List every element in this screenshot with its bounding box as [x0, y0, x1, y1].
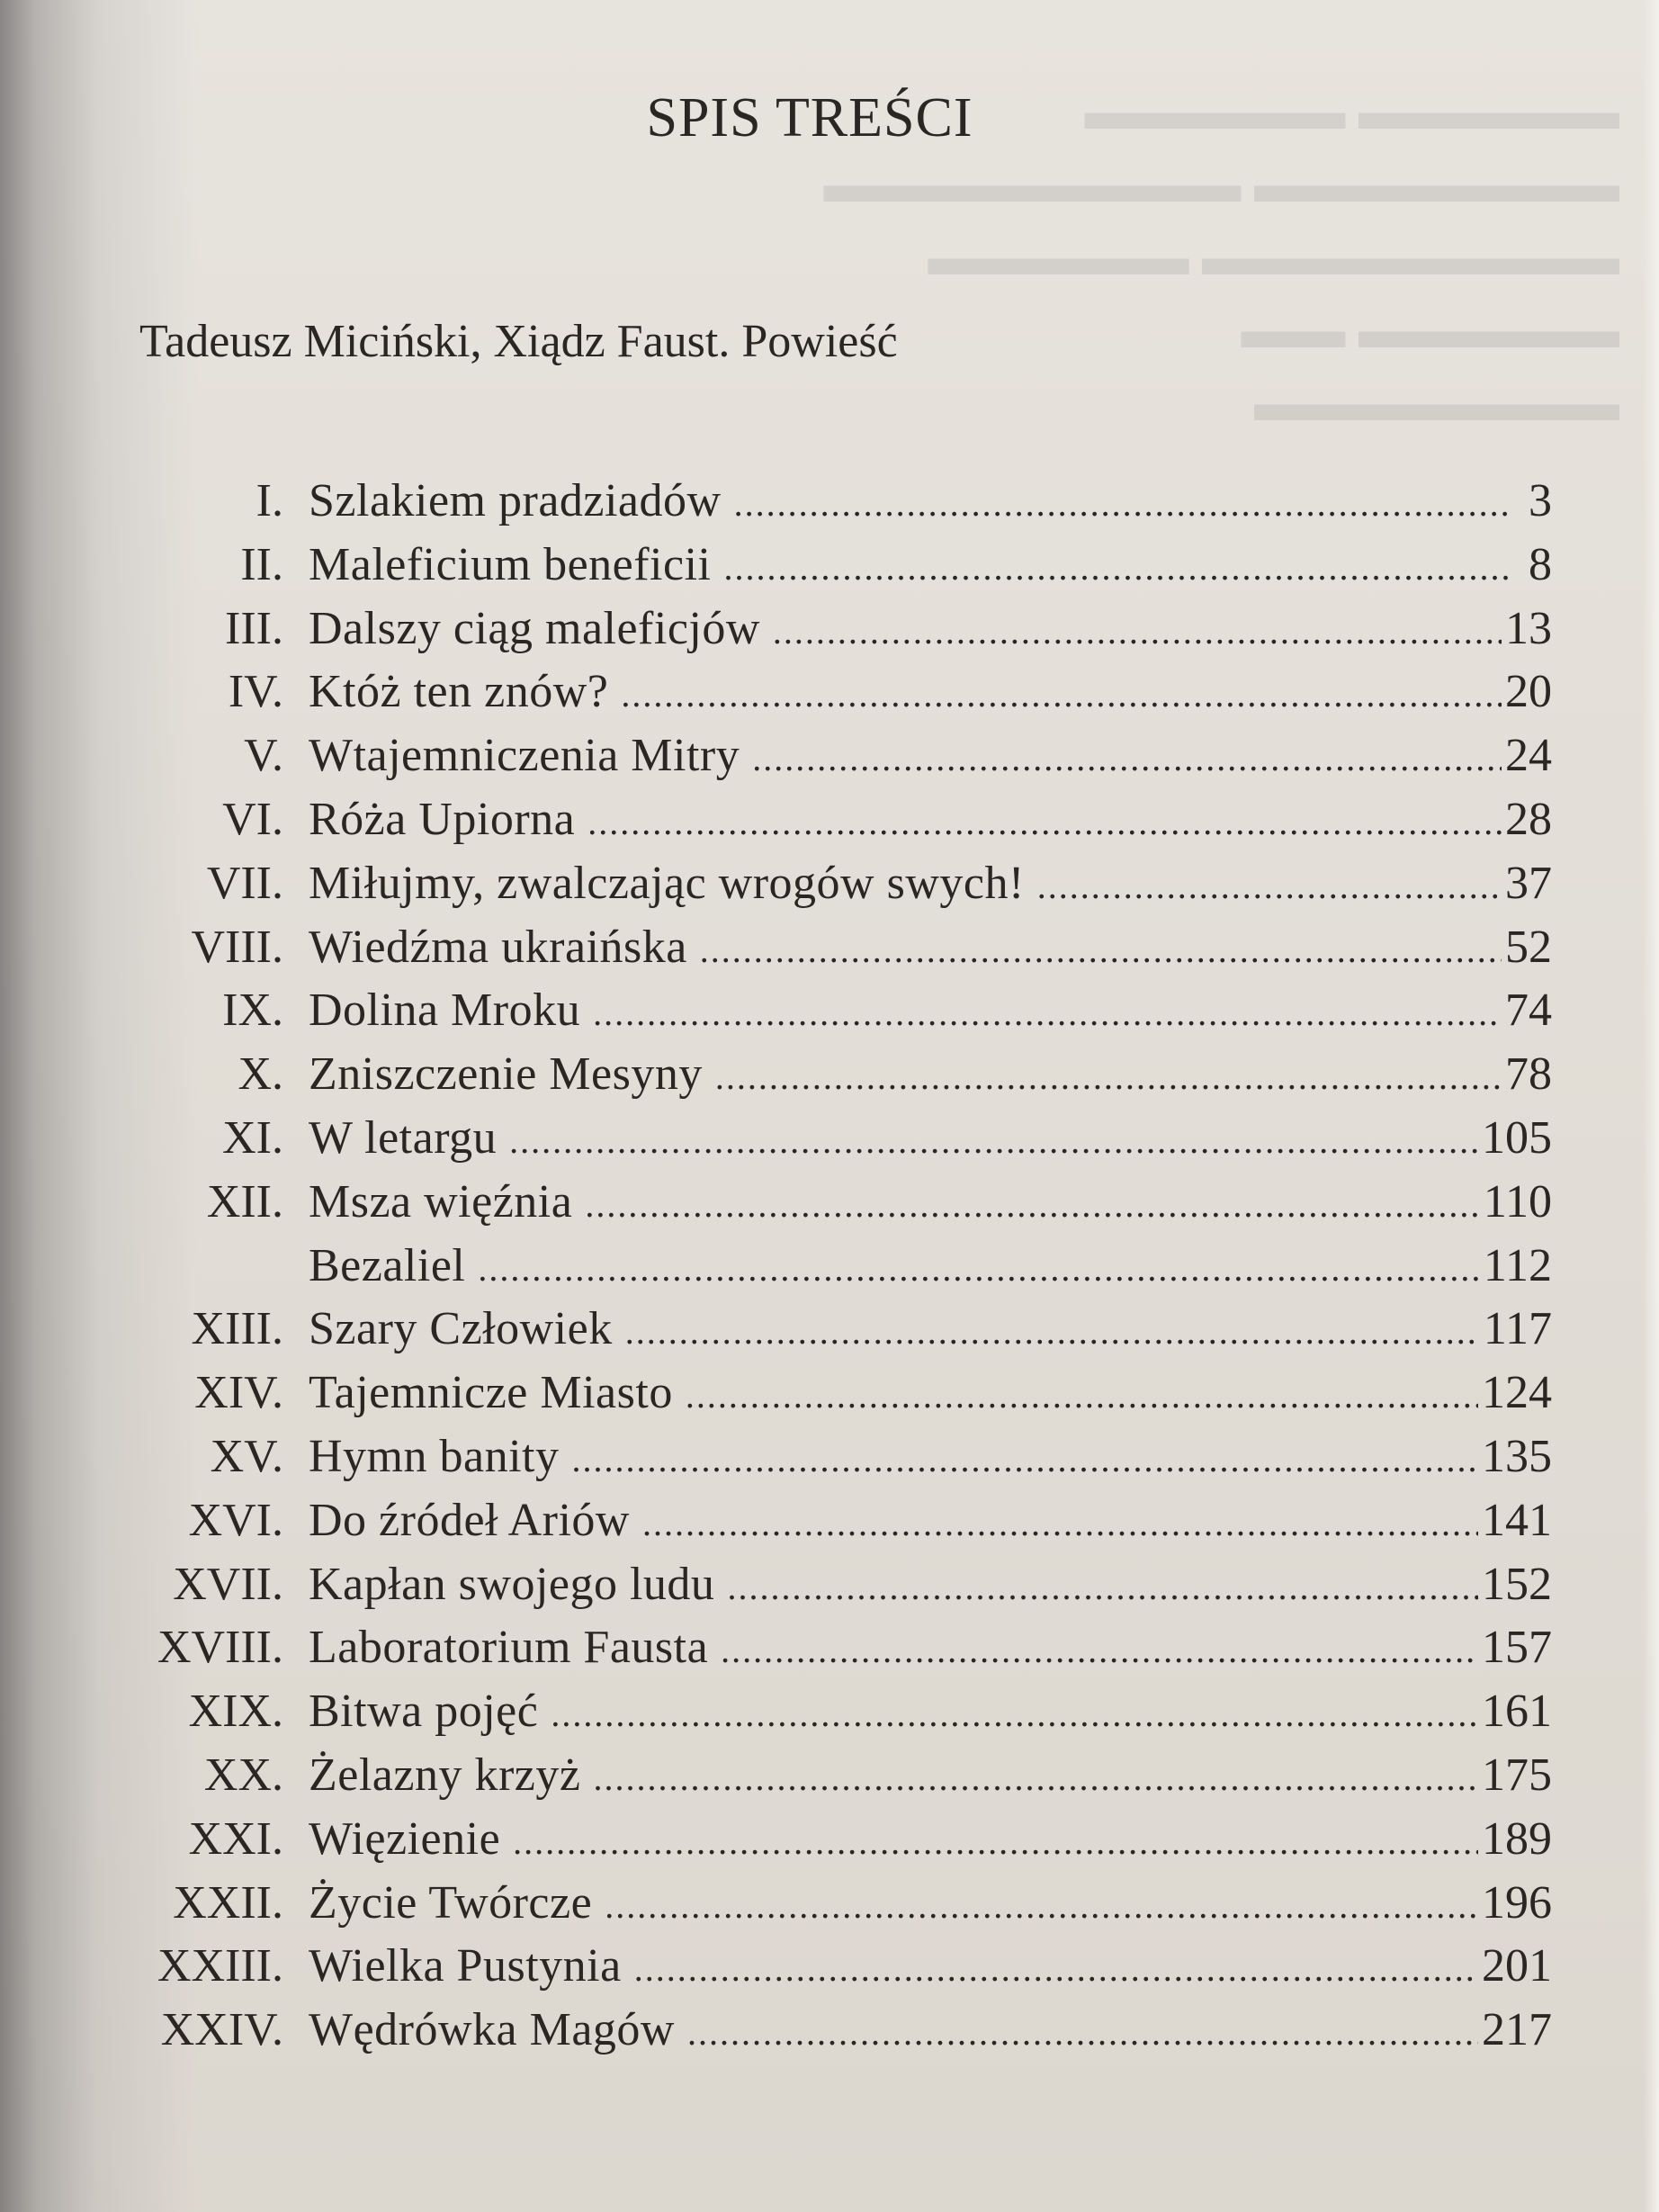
- dot-leader: [727, 1556, 1478, 1619]
- page-number: 157: [1482, 1622, 1552, 1674]
- toc-row: [135, 1744, 1552, 1808]
- toc-row: [135, 1235, 1552, 1299]
- page-number: 110: [1483, 1175, 1552, 1227]
- page-number: 189: [1482, 1812, 1552, 1865]
- dot-leader: [723, 536, 1512, 599]
- page-number: 52: [1505, 921, 1552, 973]
- toc-row: [135, 788, 1552, 852]
- toc-row: [135, 1043, 1552, 1107]
- page-edge-shadow: [1643, 0, 1659, 2212]
- chapter-title: Życie Twórcze: [309, 1876, 593, 1929]
- toc-row: [135, 979, 1552, 1043]
- page-number: 24: [1505, 730, 1552, 782]
- page-number: 117: [1483, 1303, 1552, 1355]
- toc-row: [135, 661, 1552, 724]
- dot-leader: [509, 1110, 1478, 1173]
- dot-leader: [1037, 855, 1502, 918]
- chapter-number: V.: [244, 730, 283, 782]
- chapter-number: II.: [240, 538, 283, 590]
- chapter-title: Róża Upiorna: [309, 793, 576, 845]
- dot-leader: [715, 1046, 1502, 1109]
- dot-leader: [593, 982, 1502, 1045]
- chapter-title: Któż ten znów?: [309, 666, 609, 718]
- chapter-title: Szary Człowiek: [309, 1303, 613, 1355]
- toc-row: [135, 1999, 1552, 2063]
- chapter-title: Wiedźma ukraińska: [309, 921, 687, 973]
- page-number: 175: [1482, 1749, 1552, 1801]
- chapter-number: XIX.: [188, 1686, 283, 1738]
- chapter-title: Kapłan swojego ludu: [309, 1558, 715, 1610]
- page-number: 141: [1482, 1494, 1552, 1546]
- chapter-title: Msza więźnia: [309, 1175, 573, 1227]
- chapter-number: X.: [238, 1048, 283, 1101]
- chapter-number: XXIII.: [157, 1940, 283, 1992]
- toc-row: [135, 534, 1552, 598]
- chapter-number: XXI.: [188, 1812, 283, 1865]
- toc-row: [135, 470, 1552, 534]
- page-number: 37: [1505, 857, 1552, 909]
- chapter-number: XIII.: [191, 1303, 283, 1355]
- dot-leader: [734, 472, 1512, 535]
- dot-leader: [605, 1875, 1478, 1938]
- chapter-number: IX.: [222, 985, 283, 1037]
- dot-leader: [478, 1237, 1480, 1300]
- toc-row: [135, 1680, 1552, 1744]
- dot-leader: [642, 1492, 1478, 1555]
- chapter-number: XVIII.: [157, 1622, 283, 1674]
- toc-row: [135, 1935, 1552, 1999]
- chapter-title: Hymn banity: [309, 1430, 560, 1482]
- page-number: 13: [1505, 602, 1552, 654]
- chapter-title: Zniszczenie Mesyny: [309, 1048, 703, 1101]
- page-number: 78: [1505, 1048, 1552, 1101]
- chapter-title: Dalszy ciąg maleficjów: [309, 602, 760, 654]
- dot-leader: [551, 1683, 1478, 1746]
- page-number: 74: [1505, 985, 1552, 1037]
- chapter-title: Miłujmy, zwalczając wrogów swych!: [309, 857, 1025, 909]
- page-number: 124: [1482, 1367, 1552, 1419]
- dot-leader: [585, 1173, 1480, 1236]
- chapter-title: Wielka Pustynia: [309, 1940, 622, 1992]
- chapter-number: XXII.: [173, 1876, 283, 1929]
- dot-leader: [773, 600, 1502, 663]
- chapter-number: VIII.: [191, 921, 283, 973]
- chapter-title: Żelazny krzyż: [309, 1749, 581, 1801]
- page-number: 28: [1505, 793, 1552, 845]
- dot-leader: [621, 663, 1502, 726]
- chapter-number: XI.: [222, 1111, 283, 1164]
- toc-row: [135, 1362, 1552, 1425]
- chapter-title: Bitwa pojęć: [309, 1686, 539, 1738]
- page-number: 112: [1483, 1239, 1552, 1291]
- show-through-text: ▬▬▬▬▬ ▬▬▬▬▬ ▬▬▬▬▬▬▬ ▬▬▬▬▬▬▬▬ ▬▬▬▬▬▬▬▬ ▬▬▬▬▬ ▬▬▬▬▬ ▬▬ ▬▬▬▬▬▬▬: [823, 82, 1619, 432]
- dot-leader: [686, 1364, 1478, 1427]
- toc-row: [135, 852, 1552, 916]
- page-number: 20: [1505, 666, 1552, 718]
- chapter-number: XV.: [210, 1430, 283, 1482]
- chapter-number: XIV.: [194, 1367, 283, 1419]
- dot-leader: [752, 727, 1502, 790]
- table-of-contents: [135, 470, 1552, 2063]
- toc-row: [135, 1872, 1552, 1936]
- dot-leader: [571, 1428, 1478, 1491]
- chapter-title: W letargu: [309, 1111, 498, 1164]
- page-number: 201: [1482, 1940, 1552, 1992]
- page-title: SPIS TREŚCI: [646, 87, 973, 148]
- chapter-title: Do źródeł Ariów: [309, 1494, 630, 1546]
- toc-row: [135, 916, 1552, 980]
- chapter-title: Laboratorium Fausta: [309, 1622, 709, 1674]
- chapter-number: III.: [225, 602, 283, 654]
- dot-leader: [587, 791, 1502, 854]
- chapter-number: VI.: [222, 793, 283, 845]
- dot-leader: [593, 1747, 1478, 1810]
- toc-row: [135, 1553, 1552, 1617]
- page-number: 105: [1482, 1111, 1552, 1164]
- dot-leader: [687, 2001, 1478, 2064]
- chapter-number: IV.: [228, 666, 283, 718]
- chapter-number: XVI.: [188, 1494, 283, 1546]
- chapter-number: XVII.: [173, 1558, 283, 1610]
- dot-leader: [634, 1938, 1478, 2001]
- dot-leader: [721, 1619, 1478, 1682]
- page-number: 3: [1529, 475, 1552, 526]
- chapter-title: Tajemnicze Miasto: [309, 1367, 673, 1419]
- chapter-number: XII.: [206, 1175, 283, 1227]
- toc-row: [135, 724, 1552, 788]
- page-number: 217: [1482, 2004, 1552, 2056]
- chapter-number: I.: [256, 475, 283, 526]
- toc-row: [135, 1808, 1552, 1872]
- dot-leader: [700, 919, 1502, 982]
- dot-leader: [625, 1300, 1480, 1363]
- toc-row: [135, 1616, 1552, 1680]
- chapter-title: Szlakiem pradziadów: [309, 475, 722, 526]
- page-number: 152: [1482, 1558, 1552, 1610]
- chapter-number: XXIV.: [160, 2004, 283, 2056]
- toc-row: [135, 598, 1552, 661]
- chapter-number: XX.: [203, 1749, 283, 1801]
- section-title: Tadeusz Miciński, Xiądz Faust. Powieść: [139, 316, 898, 367]
- chapter-title: Wędrówka Magów: [309, 2004, 675, 2056]
- toc-row: [135, 1171, 1552, 1235]
- toc-row: [135, 1107, 1552, 1171]
- chapter-title: Więzienie: [309, 1812, 501, 1865]
- chapter-title: Wtajemniczenia Mitry: [309, 730, 740, 782]
- toc-row: [135, 1298, 1552, 1362]
- chapter-number: VII.: [206, 857, 283, 909]
- toc-row: [135, 1425, 1552, 1489]
- chapter-title: Bezaliel: [309, 1239, 466, 1291]
- dot-leader: [513, 1811, 1478, 1874]
- page-number: 135: [1482, 1430, 1552, 1482]
- page-number: 8: [1529, 538, 1552, 590]
- page-number: 196: [1482, 1876, 1552, 1929]
- chapter-title: Maleficium beneficii: [309, 538, 712, 590]
- toc-row: [135, 1489, 1552, 1553]
- chapter-title: Dolina Mroku: [309, 985, 581, 1037]
- page-number: 161: [1482, 1686, 1552, 1738]
